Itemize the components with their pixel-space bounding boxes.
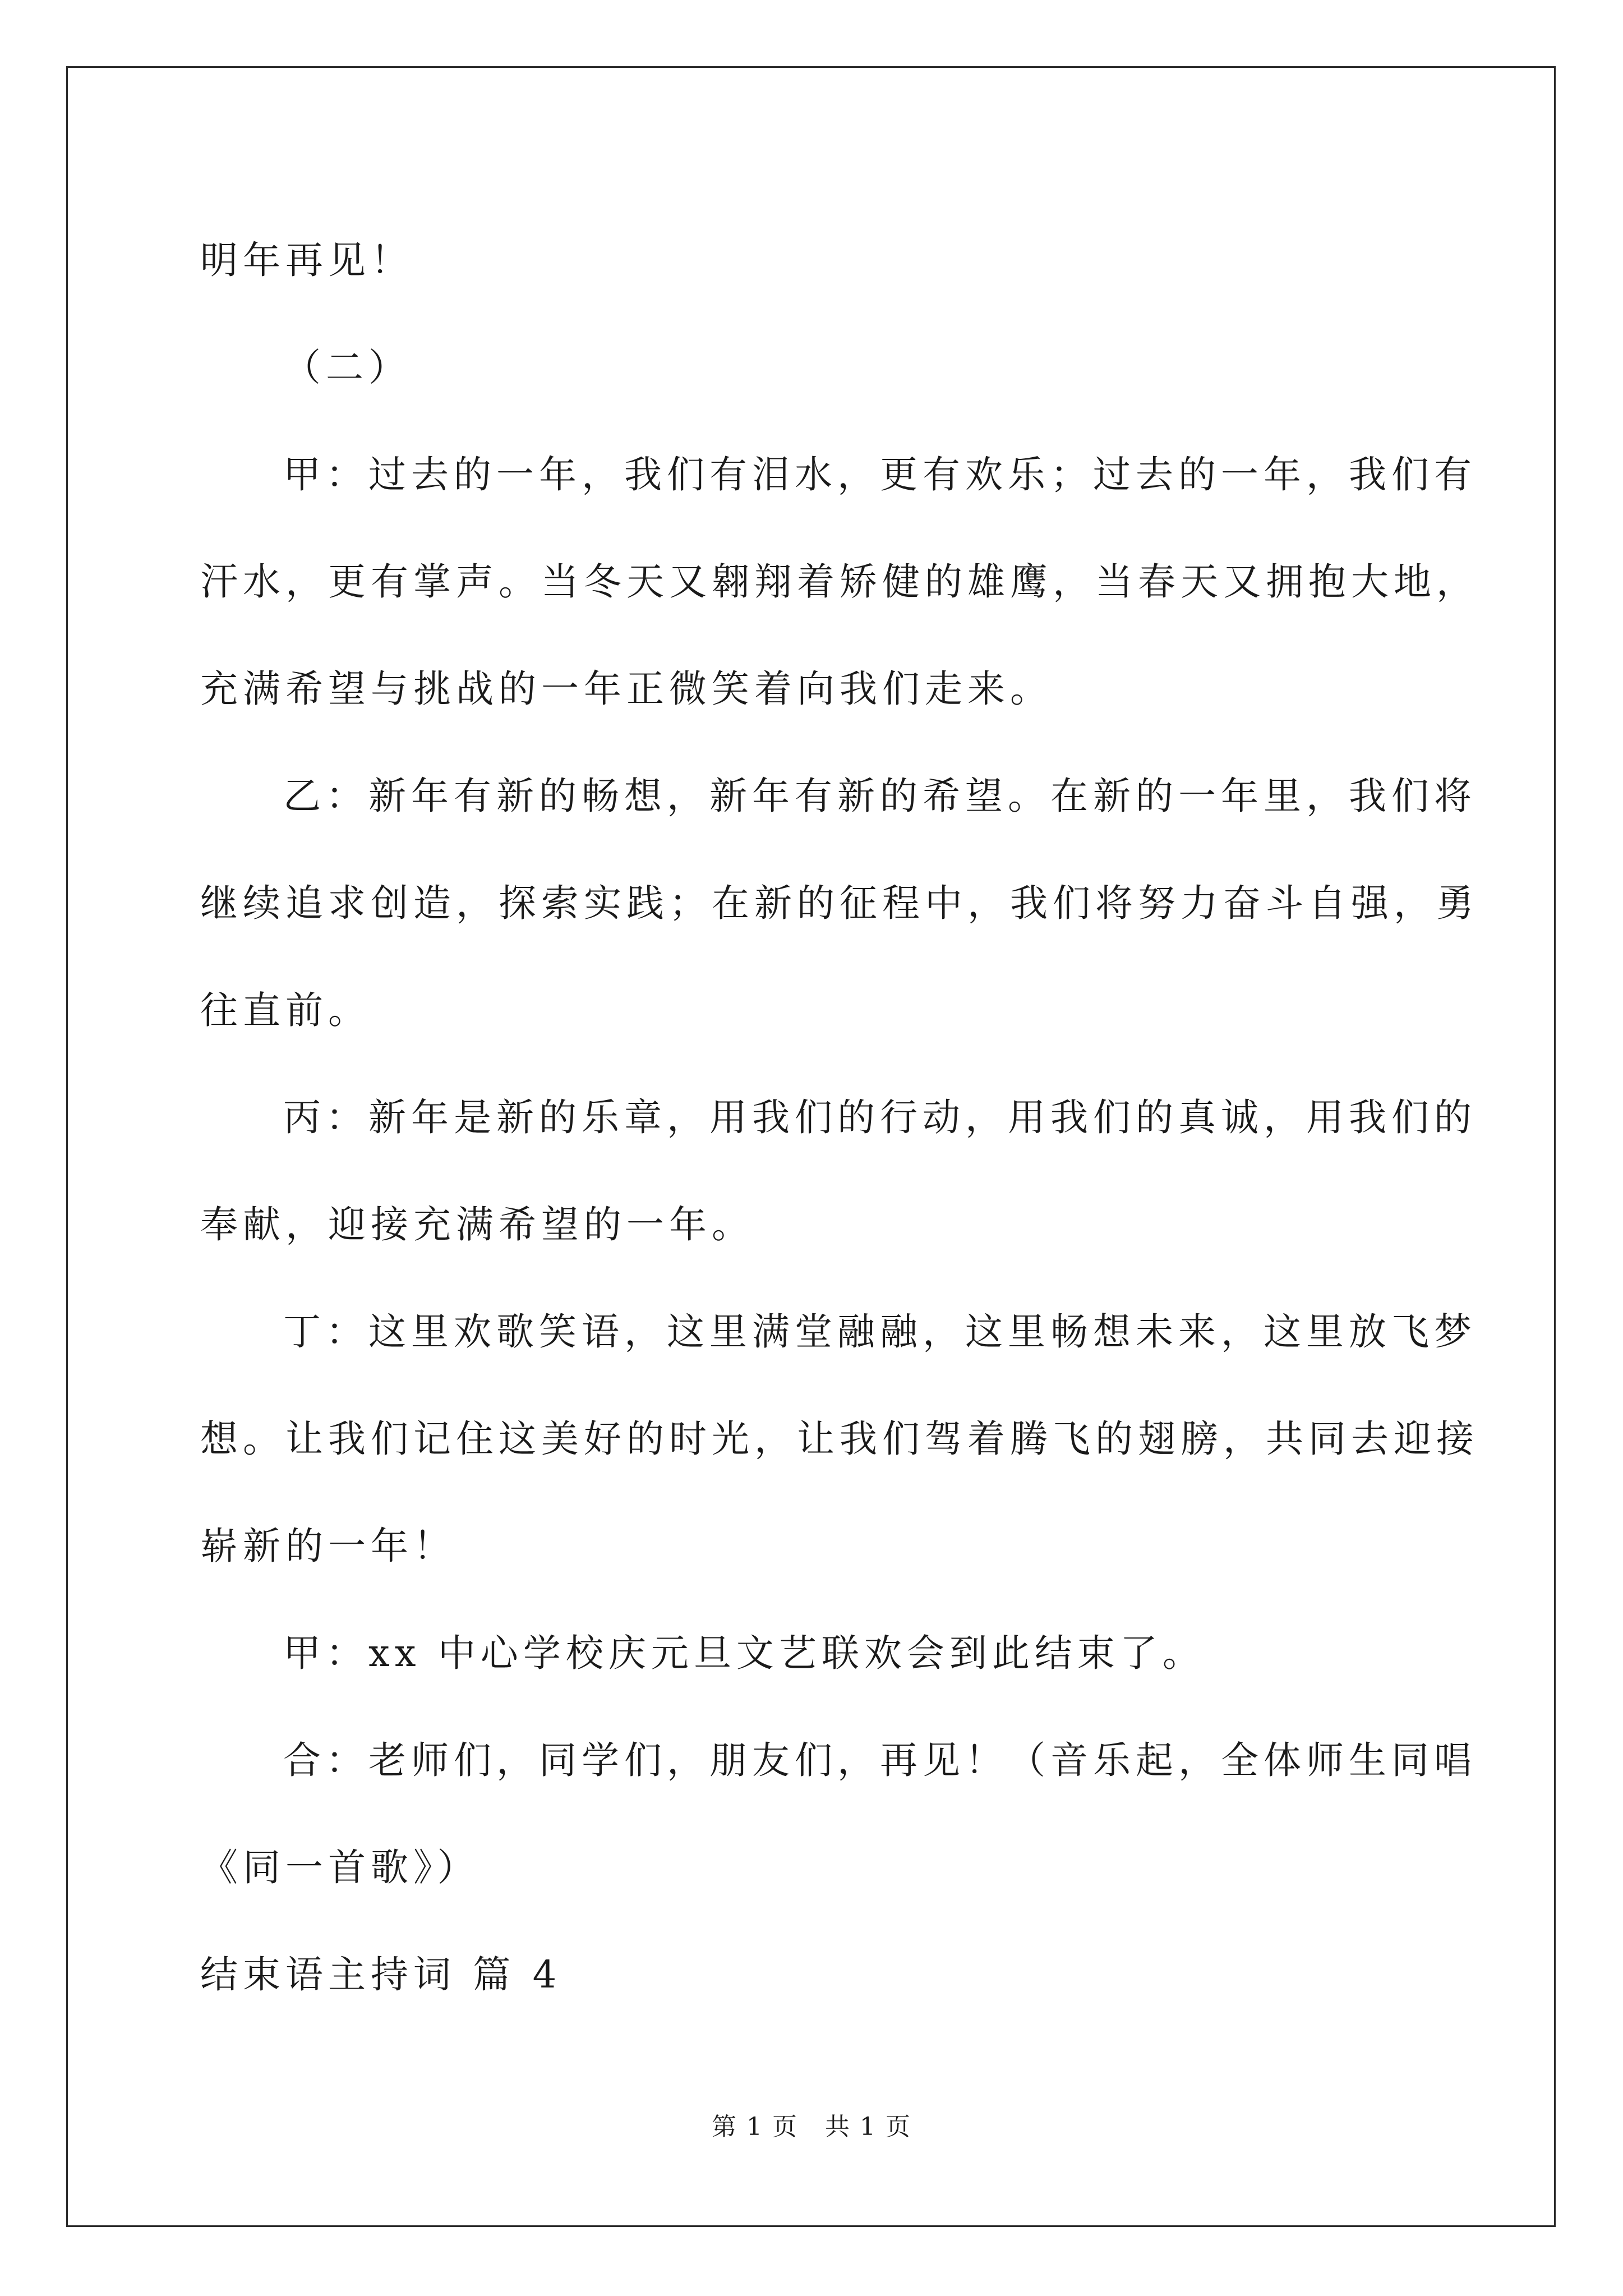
paragraph-ding-line-1: 丁：这里欢歌笑语，这里满堂融融，这里畅想未来，这里放飞梦: [283, 1310, 1477, 1354]
paragraph-he-line-2: 《同一首歌》）: [200, 1846, 480, 1889]
paragraph-yi-line-1: 乙：新年有新的畅想，新年有新的希望。在新的一年里，我们将: [283, 774, 1477, 818]
paragraph-jia-line-1: 甲：过去的一年，我们有泪水，更有欢乐；过去的一年，我们有: [283, 453, 1477, 496]
paragraph-ding-line-3: 崭新的一年！: [200, 1524, 456, 1568]
paragraph-bing-line-1: 丙：新年是新的乐章，用我们的行动，用我们的真诚，用我们的: [283, 1096, 1477, 1139]
paragraph-bing-line-2: 奉献，迎接充满希望的一年。: [200, 1203, 754, 1246]
paragraph-yi-line-2: 继续追求创造，探索实践；在新的征程中，我们将努力奋斗自强，勇: [200, 881, 1479, 925]
document-body: [200, 208, 1479, 2027]
page-number-label: 第 1 页 共 1 页: [712, 2113, 911, 2141]
paragraph-jia-line-2: 汗水，更有掌声。当冬天又翱翔着矫健的雄鹰，当春天又拥抱大地，: [200, 560, 1479, 604]
paragraph-yi-line-3: 往直前。: [200, 988, 371, 1032]
paragraph-closing-line: 明年再见！: [200, 238, 413, 282]
paragraph-ding-line-2: 想。让我们记住这美好的时光，让我们驾着腾飞的翅膀，共同去迎接: [200, 1417, 1479, 1461]
page-footer: [0, 2106, 1623, 2142]
section-number: （二）: [283, 346, 411, 389]
paragraph-he-line-1: 合：老师们，同学们，朋友们，再见！（音乐起，全体师生同唱: [283, 1738, 1477, 1782]
paragraph-jia-ending: 甲：xx 中心学校庆元旦文艺联欢会到此结束了。: [283, 1631, 1205, 1675]
section-heading: 结束语主持词 篇 4: [200, 1953, 562, 1996]
paragraph-jia-line-3: 充满希望与挑战的一年正微笑着向我们走来。: [200, 667, 1053, 711]
